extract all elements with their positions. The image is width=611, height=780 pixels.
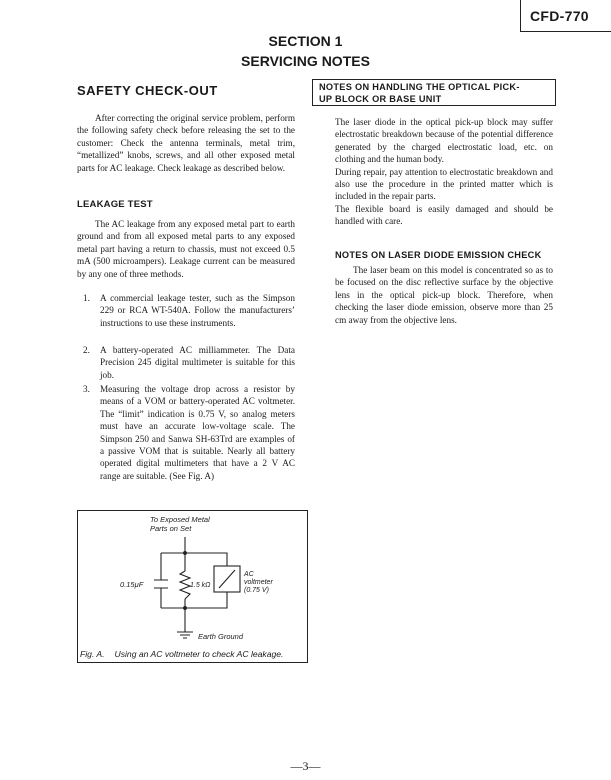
resistor-zigzag [180, 571, 190, 599]
method-item [77, 383, 295, 482]
method-text: A commercial leakage tester, such as the Simpson 229 or RCA WT-540A. Follow the manufacturers’ instructions to use these instruments. [100, 293, 295, 328]
meter-label-line1: AC [244, 571, 254, 578]
method-item [77, 292, 295, 329]
handling-paragraph: The flexible board is easily damaged and should be handled with care. [335, 203, 553, 227]
method-number: 2. [83, 345, 90, 355]
handling-notes-text [335, 116, 553, 228]
method-number: 3. [83, 384, 90, 394]
capacitor-plates [154, 580, 168, 588]
meter-label-line2: voltmeter [244, 579, 273, 586]
meter-label-line3: (0.75 V) [244, 587, 269, 594]
leakage-test-paragraph: The AC leakage from any exposed metal part to earth ground and from all exposed metal parts to any exposed metal part having a return to chassis, must not exceed 0.5 mA (500 microampers). Leakage current can be measured by any one of three methods. [77, 219, 295, 279]
voltmeter-needle [219, 570, 235, 588]
section-subtitle: SERVICING NOTES [241, 53, 370, 69]
method-text: Measuring the voltage drop across a resistor by means of a VOM or battery-operated AC voltmeter. The “limit” indication is 0.75 V, so analog meters must have an accurate low-voltage scale. The Simpson 250 and Sanwa SH-63Trd are examples of a passive VOM that is suitable. Nearly all battery operated digital multimeters that have a 2 V AC range are suitable. (See Fig. A) [100, 384, 295, 481]
probe-label-line2: Parts on Set [150, 524, 192, 533]
laser-emission-heading: NOTES ON LASER DIODE EMISSION CHECK [335, 250, 542, 260]
handling-paragraph: During repair, pay attention to electrostatic breakdown and also use the procedure in the printed matter which is included in the repair parts. [335, 166, 553, 202]
figure-caption [80, 649, 283, 659]
probe-label-line1: To Exposed Metal [150, 515, 210, 524]
method-item [77, 344, 295, 381]
figure-caption-label: Fig. A. [80, 649, 105, 659]
capacitor-label: 0.15μF [120, 580, 144, 589]
meter-bottom-wire [209, 592, 227, 608]
meter-top-wire [209, 553, 227, 566]
ground-label: Earth Ground [198, 632, 244, 641]
handling-notes-heading [319, 82, 549, 105]
section-title: SECTION 1 [268, 33, 343, 49]
figure-caption-text: Using an AC voltmeter to check AC leakage. [114, 649, 284, 659]
resistor-label: 1.5 kΩ [190, 582, 211, 589]
method-text: A battery-operated AC milliammeter. The Data Precision 245 digital multimeter is suitable for this job. [100, 345, 295, 380]
handling-paragraph: The laser diode in the optical pick-up block may suffer electrostatic breakdown because of the potential difference generated by the charged electrostatic load, etc. on clothing and the human body. [335, 117, 553, 165]
safety-checkout-heading: SAFETY CHECK-OUT [77, 83, 218, 98]
safety-intro-paragraph: After correcting the original service problem, perform the following safety check before releasing the set to the customer: Check the antenna terminals, metal trim, “metallized” knobs, screws, and all other exposed metal parts for AC leakage. Check leakage as described below. [77, 113, 295, 173]
method-number: 1. [83, 293, 90, 303]
model-number: CFD-770 [530, 8, 589, 24]
leakage-test-circuit-diagram [77, 510, 308, 663]
laser-emission-paragraph: The laser beam on this model is concentrated so as to be focused on the disc reflective surface by the objective lens in the optical pick-up block. Therefore, when checking the laser diode emission, observe more than 25 cm away from the objective lens. [335, 265, 553, 325]
leakage-test-heading: LEAKAGE TEST [77, 199, 153, 210]
ground-symbol [177, 632, 193, 638]
page-number: —3— [290, 759, 321, 773]
handling-heading-line1: NOTES ON HANDLING THE OPTICAL PICK- [319, 82, 520, 92]
handling-heading-line2: UP BLOCK OR BASE UNIT [319, 93, 442, 104]
